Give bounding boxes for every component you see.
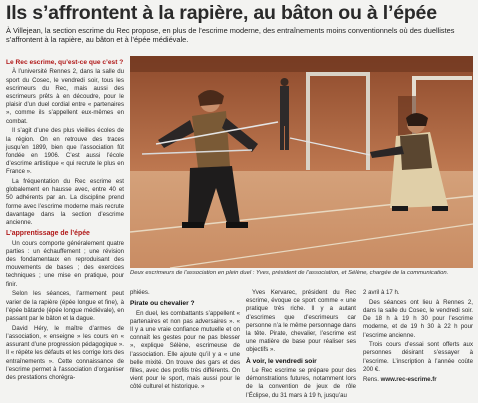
fencing-photo: [130, 56, 473, 268]
section-heading: L’apprentissage de l’épée: [6, 230, 90, 238]
paragraph: Trois cours d’essai sont offerts aux personnes désirant s’essayer à l’escrime. L’inscription à l’année coûte 200 €.: [363, 341, 473, 373]
paragraph: Yves Kervarec, président du Rec escrime, évoque ce sport comme « une pratique très riche. Il y a autant d’escrimes que d’escrimeurs car personne n’a le même personnage dans la tête. Pirate, chevalier, l’escrime est une matière de base pour réaliser ses objectifs ».: [246, 289, 356, 354]
contact-label: Rens.: [363, 375, 379, 383]
paragraph: La fréquentation du Rec escrime est globalement en hausse avec, entre 40 et 50 adhérents par an. La discipline prend forme avec l’escrime moderne mais recrute davantage dans la section d’escrime ancienne.: [6, 178, 124, 227]
paragraph: phiées.: [130, 289, 150, 296]
paragraph: David Héry, le maître d’armes de l’association, « enseigne » les cours en « assurant d’une progression pédagogique ». Il « répète les défauts et les corrige lors des entraînements ». Cette connaissance de l’escrime permet à l’association d’organiser des prestations chorégra-: [6, 324, 124, 381]
article-column-a: [130, 289, 240, 393]
section-heading: Pirate ou chevalier ?: [130, 300, 195, 308]
paragraph: À l’université Rennes 2, dans la salle du sport du Cosec, le vendredi soir, tous les escrimeurs du Rec, mais aussi des escrimeurs prêts à en découdre, pour le plaisir d’un duel cordial entre « partenaires », comme ils s’appellent eux-mêmes en combat.: [6, 68, 124, 125]
article-column-b: [246, 289, 356, 401]
section-heading: Le Rec escrime, qu’est-ce que c’est ?: [6, 59, 124, 66]
photo-caption: Deux escrimeurs de l’association en plein duel : Yves, président de l’association, et Sélène, chargée de la communication.: [130, 270, 449, 276]
contact-url[interactable]: www.rec-escrime.fr: [380, 375, 437, 383]
article-headline: Ils s’affrontent à la rapière, au bâton ou à l’épée: [6, 2, 437, 24]
article-column-c: [363, 289, 473, 385]
paragraph: En duel, les combattants s’appellent « partenaires et non pas adversaires ». « Il y a une vraie confiance mutuelle et on connaît les gestes pour ne pas blesser », explique Sélène, escrimeuse de l’association. Elle ajoute qu’il y a « une belle mixité. On trouve des gars et des filles, avec des profils très différents. On vient pour le sport, mais aussi pour le côté culturel et historique. »: [130, 309, 240, 391]
section-heading: À voir, le vendredi soir: [246, 357, 317, 365]
paragraph: Un cours comporte généralement quatre parties : un échauffement ; une révision des fondamentaux en reproduisant des mouvements de bases ; des exercices techniques ; une mise en pratique, pour finir.: [6, 239, 124, 288]
paragraph: Le Rec escrime se prépare pour des démonstrations futures, notamment lors de la convention de jeux de rôle l’Éclipse, du 31 mars à 19 h, jusqu’au: [246, 367, 356, 399]
article-column-1: [6, 56, 124, 384]
paragraph: Selon les séances, l’armement peut varier de la rapière (épée longue et fine), à l’épée bâtarde (épée longue médiévale), en passant par le bâton et la dague.: [6, 290, 124, 322]
fencing-photo-illustration: [130, 56, 473, 268]
contact-line: [363, 376, 473, 384]
article-intro: À Villejean, la section escrime du Rec propose, en plus de l’escrime moderne, des entraînements moins conventionnels où des duellistes s’affrontent à la rapière, au bâton et à l’épée médiévale.: [6, 26, 455, 45]
paragraph: Il s’agit d’une des plus vieilles écoles de la région. On en retrouve des traces jusqu’en 1899, bien que l’association fût fondée en 1906. C’est aussi l’école d’escrime artistique « qui recrute le plus en France ».: [6, 127, 124, 176]
paragraph: 2 avril à 17 h.: [363, 289, 400, 296]
paragraph: Des séances ont lieu à Rennes 2, dans la salle du Cosec, le vendredi soir. De 18 h à 19 h 30 pour l’escrime moderne, et de 19 h 30 à 22 h pour l’escrime ancienne.: [363, 298, 473, 339]
